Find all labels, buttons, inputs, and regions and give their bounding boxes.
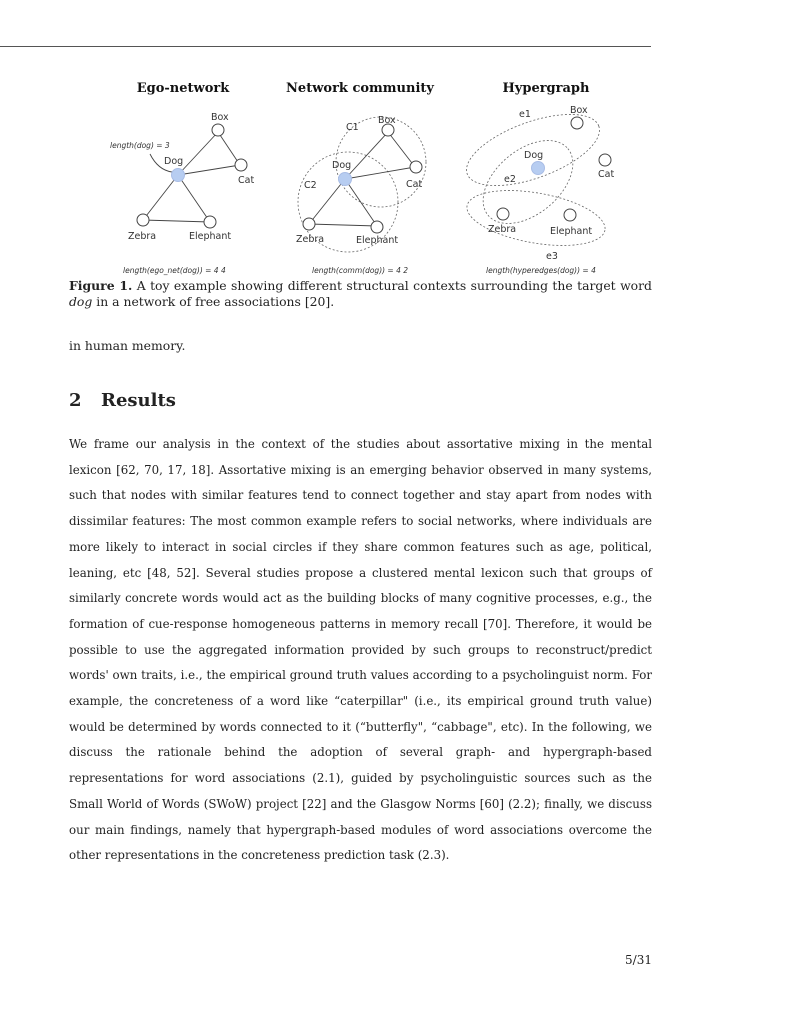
- node-elephant-3: [564, 209, 576, 221]
- panel-title-hypergraph: Hypergraph: [502, 81, 590, 96]
- label-elephant: Elephant: [189, 231, 232, 242]
- body-paragraph: We frame our analysis in the context of the studies about assortative mixing in the mental lexicon [62, 70, 17, 18]. Assortative mixing is an emerging behavior observed in many systems, such that nodes with similar features tend to connect together and stay apart from nodes with dissimilar features: The most common example refers to social networks, where individuals are more likely to interact in social circles if they share common features such as age, political, leaning, etc [48, 52]. Several studies propose a clustered mental lexicon such that groups of similarly concrete words would act as the building blocks of many cognitive processes, e.g., the formation of cue-response homogeneous patterns in memory recall [70]. Therefore, it would be possible to use the aggregated information provided by such groups to reconstruct/predict words' own traits, i.e., the empirical ground truth values according to a psycholinguist norm. For example, the concreteness of a word like “caterpillar" (i.e., its empirical ground truth value) would be determined by words connected to it (“butterfly", “cabbage", etc). In the following, we discuss the rationale behind the adoption of several graph- and hypergraph-based representations for word associations (2.1), guided by psycholinguistic sources such as the Small World of Words (SWoW) project [22] and the Glasgow Norms [60] (2.2); finally, we discuss our main findings, namely that hypergraph-based modules of word associations overcome the other representations in the concreteness prediction task (2.3).: [69, 437, 652, 863]
- measure-community: length(comm(dog)) = 4 2: [312, 266, 409, 275]
- label-elephant-2: Elephant: [356, 235, 399, 246]
- figure-caption: [69, 278, 652, 310]
- measure-ego: length(ego_net(dog)) = 4 4: [123, 266, 226, 275]
- node-zebra-2: [303, 218, 315, 230]
- community-graph: [296, 115, 426, 275]
- node-cat: [235, 159, 247, 171]
- panel-title-community: Network community: [286, 81, 434, 96]
- figure-1: [98, 72, 658, 282]
- node-elephant-2: [371, 221, 383, 233]
- paragraph-fragment: in human memory.: [69, 338, 186, 353]
- label-zebra-2: Zebra: [296, 234, 325, 245]
- label-e2: e2: [504, 174, 516, 185]
- label-dog-3: Dog: [524, 150, 544, 161]
- section-number: 2: [69, 390, 82, 411]
- panel-title-ego: Ego-network: [136, 81, 230, 96]
- label-box: Box: [211, 112, 229, 123]
- node-dog-target-3: [532, 162, 545, 175]
- measure-hypergraph: length(hyperedges(dog)) = 4: [486, 266, 596, 275]
- label-c2: C2: [304, 180, 317, 191]
- label-cat-2: Cat: [406, 179, 423, 190]
- label-dog: Dog: [164, 156, 184, 167]
- label-e1: e1: [519, 109, 531, 120]
- label-zebra-3: Zebra: [488, 224, 517, 235]
- ego-network-graph: [110, 112, 254, 275]
- node-dog-target-2: [339, 173, 352, 186]
- node-box-3: [571, 117, 583, 129]
- label-dog-2: Dog: [332, 160, 352, 171]
- label-e3: e3: [546, 251, 558, 262]
- label-cat-3: Cat: [598, 169, 615, 180]
- caption-label: Figure 1.: [69, 278, 133, 293]
- label-box-3: Box: [570, 105, 588, 116]
- caption-emphasis: dog: [69, 294, 93, 309]
- node-elephant: [204, 216, 216, 228]
- node-zebra-3: [497, 208, 509, 220]
- section-title: Results: [101, 390, 176, 411]
- node-cat-3: [599, 154, 611, 166]
- label-cat: Cat: [238, 175, 255, 186]
- node-box: [212, 124, 224, 136]
- caption-text-post: in a network of free associations [20].: [92, 294, 335, 309]
- section-heading: [69, 390, 652, 411]
- node-cat-2: [410, 161, 422, 173]
- figure-graphic: [98, 72, 658, 282]
- node-zebra: [137, 214, 149, 226]
- label-box-2: Box: [378, 115, 396, 126]
- hypergraph: [458, 100, 615, 275]
- page-number: 5/31: [625, 953, 652, 967]
- annotation-length: length(dog) = 3: [110, 141, 170, 150]
- label-elephant-3: Elephant: [550, 226, 593, 237]
- caption-text-pre: A toy example showing different structural contexts surrounding the target word: [132, 278, 652, 293]
- header-rule: [0, 46, 651, 47]
- node-dog-target: [172, 169, 185, 182]
- label-c1: C1: [346, 122, 359, 133]
- label-zebra: Zebra: [128, 231, 157, 242]
